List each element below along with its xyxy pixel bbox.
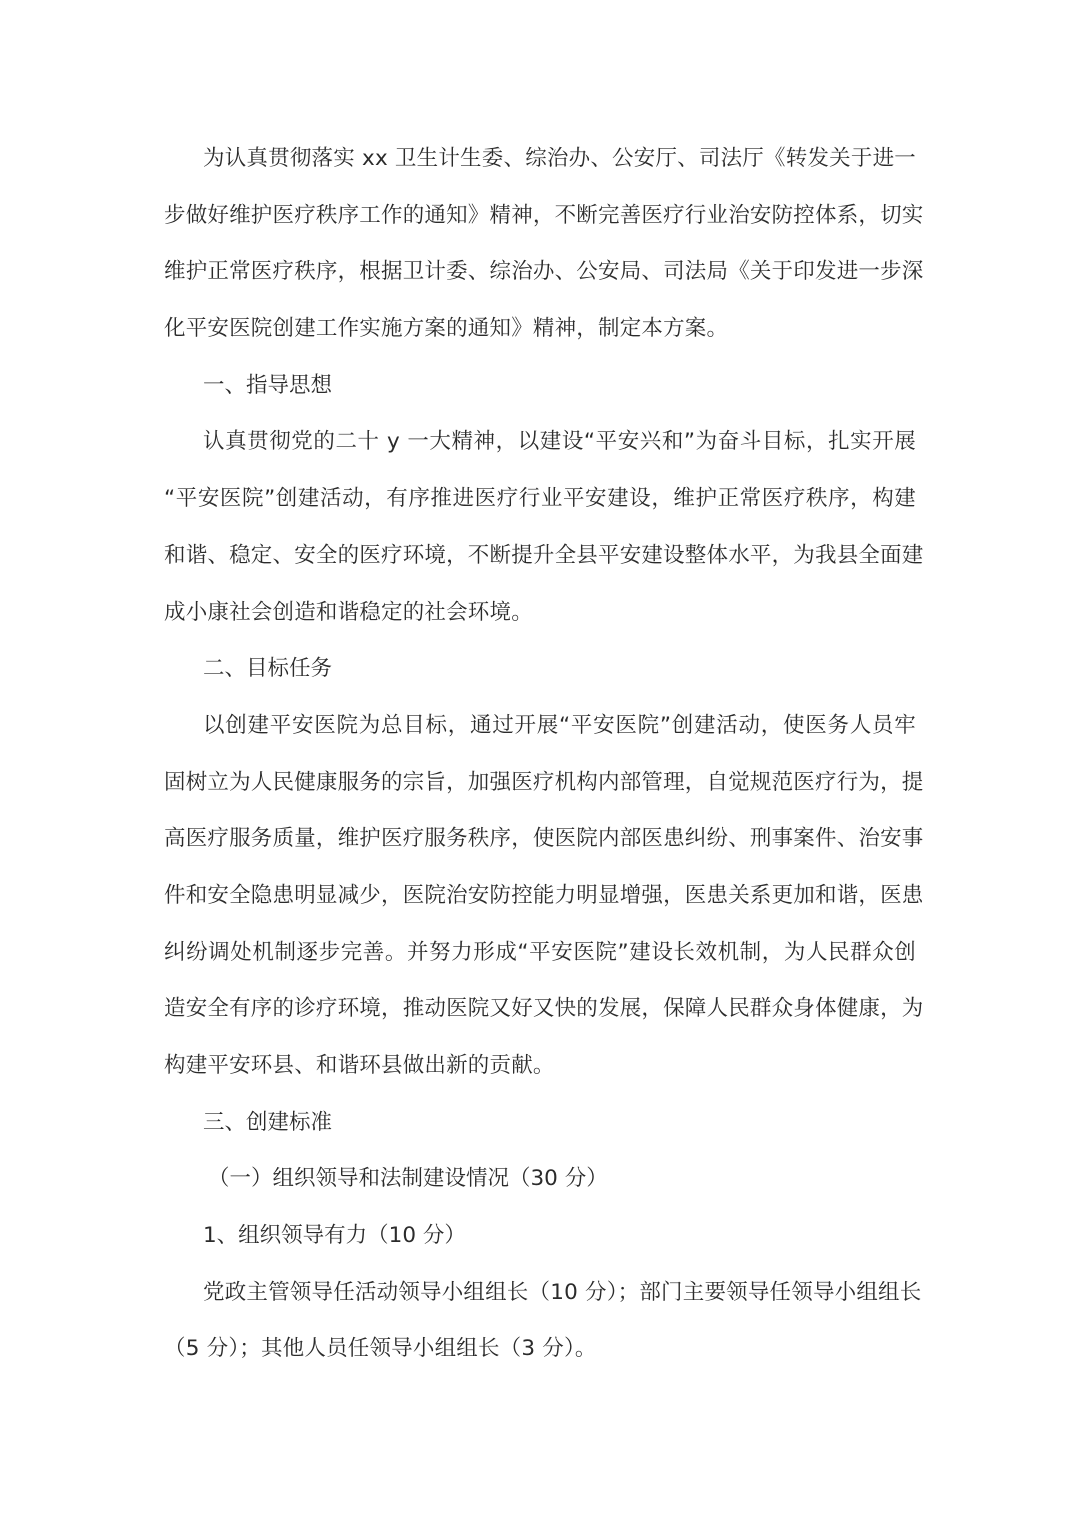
text-line: 构建平安环县、和谐环县做出新的贡献。 — [164, 1053, 555, 1078]
section-heading-objectives: 二、目标任务 — [203, 656, 333, 682]
text-line: 和谐、稳定、安全的医疗环境，不断提升全县平安建设整体水平，为我县全面建 — [164, 542, 924, 568]
section-heading-guiding-ideology: 一、指导思想 — [203, 372, 333, 398]
text-line: 成小康社会创造和谐稳定的社会环境。 — [164, 599, 533, 625]
text-line: 纠纷调处机制逐步完善。并努力形成“平安医院”建设长效机制，为人民群众创 — [164, 939, 916, 965]
text-line: 件和安全隐患明显减少，医院治安防控能力明显增强，医患关系更加和谐，医患 — [164, 882, 924, 908]
guiding-ideology-paragraph — [164, 414, 924, 641]
document-body — [164, 131, 924, 1378]
text-line: 步做好维护医疗秩序工作的通知》精神，不断完善医疗行业治安防控体系，切实 — [164, 202, 924, 228]
text-line: （5 分）；其他人员任领导小组组长（3 分）。 — [164, 1336, 597, 1362]
text-line: 以创建平安医院为总目标，通过开展“平安医院”创建活动，使医务人员牢 — [203, 712, 916, 738]
text-line: 认真贯彻党的二十 y 一大精神，以建设“平安兴和”为奋斗目标，扎实开展 — [203, 429, 916, 455]
intro-paragraph — [164, 131, 924, 358]
text-line: 化平安医院创建工作实施方案的通知》精神，制定本方案。 — [164, 316, 729, 342]
subsection-heading-organization: （一）组织领导和法制建设情况（30 分） — [208, 1166, 608, 1192]
leadership-paragraph — [164, 1265, 922, 1378]
text-line: 高医疗服务质量，维护医疗服务秩序，使医院内部医患纠纷、刑事案件、治安事 — [164, 826, 924, 852]
objectives-paragraph — [164, 698, 924, 1095]
text-line: 党政主管领导任活动领导小组组长（10 分）；部门主要领导任领导小组组长 — [203, 1279, 922, 1305]
text-line: 造安全有序的诊疗环境，推动医院又好又快的发展，保障人民群众身体健康，为 — [164, 996, 924, 1022]
item-heading-leadership: 1、组织领导有力（10 分） — [203, 1223, 466, 1249]
text-line: 为认真贯彻落实 xx 卫生计生委、综治办、公安厅、司法厅《转发关于进一 — [203, 146, 916, 171]
section-heading-standards: 三、创建标准 — [203, 1109, 333, 1135]
text-line: 维护正常医疗秩序，根据卫计委、综治办、公安局、司法局《关于印发进一步深 — [164, 259, 924, 285]
text-line: 固树立为人民健康服务的宗旨，加强医疗机构内部管理，自觉规范医疗行为，提 — [164, 769, 924, 795]
text-line: “平安医院”创建活动，有序推进医疗行业平安建设，维护正常医疗秩序，构建 — [164, 486, 916, 512]
